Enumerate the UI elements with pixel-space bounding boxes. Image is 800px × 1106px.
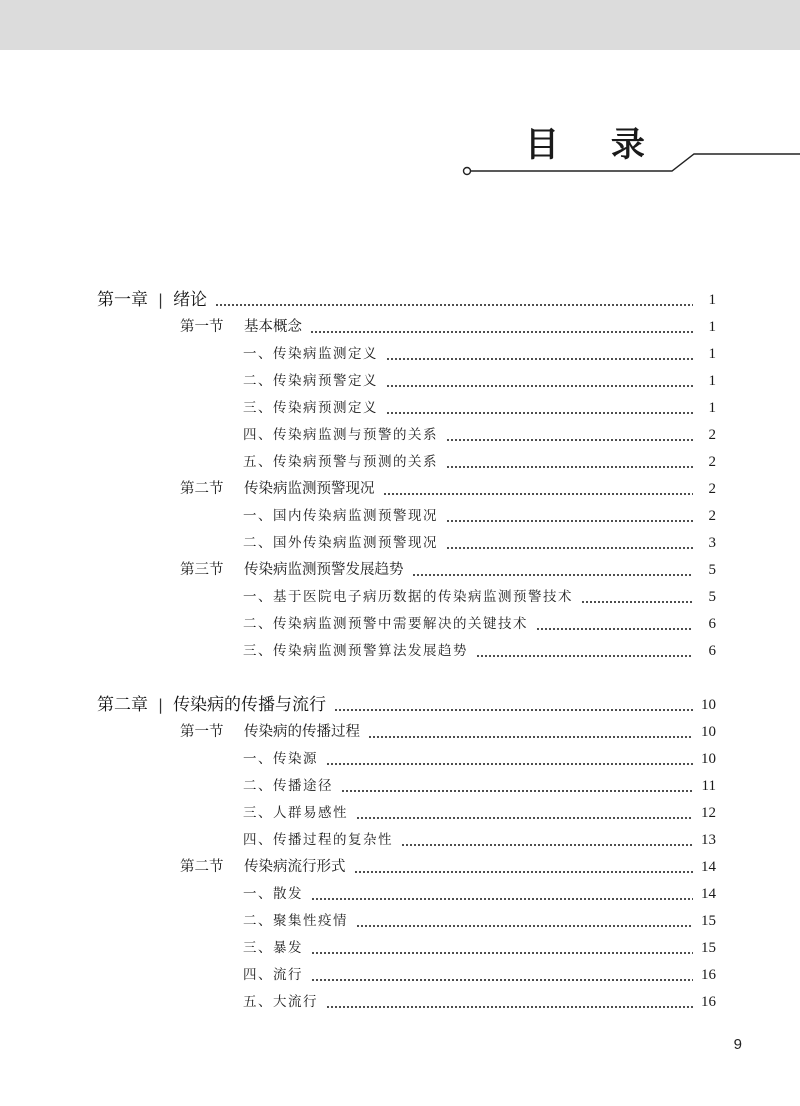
toc-item-label: 一、国内传染病监测预警现况 bbox=[243, 508, 438, 524]
toc-item bbox=[243, 990, 716, 1014]
dot-leader bbox=[311, 963, 693, 987]
section-number: 第一节 bbox=[180, 724, 224, 740]
section-number: 第二节 bbox=[180, 859, 224, 875]
dot-leader bbox=[368, 720, 693, 744]
toc-item bbox=[243, 936, 716, 960]
chapter-title: 传染病的传播与流行 bbox=[173, 695, 327, 715]
toc-page-number: 14 bbox=[701, 859, 716, 875]
toc-chapter-label bbox=[97, 693, 326, 717]
toc-item-label: 四、传播过程的复杂性 bbox=[243, 832, 393, 848]
section-title: 传染病的传播过程 bbox=[244, 724, 360, 740]
section-title: 传染病监测预警现况 bbox=[244, 481, 375, 497]
toc-page-number: 1 bbox=[708, 319, 716, 335]
toc-item-label: 五、大流行 bbox=[243, 994, 318, 1010]
page-number: 9 bbox=[733, 1036, 742, 1053]
section-title: 基本概念 bbox=[244, 319, 302, 335]
dot-leader bbox=[401, 828, 693, 852]
toc-page-number: 1 bbox=[708, 292, 716, 308]
toc-page-number: 15 bbox=[701, 940, 716, 956]
section-title: 传染病流行形式 bbox=[244, 859, 346, 875]
toc-item bbox=[243, 369, 716, 393]
toc-page-number: 13 bbox=[701, 832, 716, 848]
toc-item-label: 一、散发 bbox=[243, 886, 303, 902]
toc-item bbox=[243, 909, 716, 933]
toc-chapter bbox=[97, 288, 716, 312]
toc-page-number: 10 bbox=[701, 724, 716, 740]
toc-item bbox=[243, 342, 716, 366]
toc-page-number: 11 bbox=[701, 778, 716, 794]
toc-page-number: 6 bbox=[708, 643, 716, 659]
toc-item-label: 二、传播途径 bbox=[243, 778, 333, 794]
toc-item bbox=[243, 963, 716, 987]
toc-item-label: 四、流行 bbox=[243, 967, 303, 983]
toc-page-number: 14 bbox=[701, 886, 716, 902]
toc-item-label: 三、传染病预测定义 bbox=[243, 400, 378, 416]
toc-page-number: 1 bbox=[708, 373, 716, 389]
dot-leader bbox=[334, 693, 693, 717]
toc-item-label: 二、聚集性疫情 bbox=[243, 913, 348, 929]
dot-leader bbox=[386, 342, 693, 366]
toc-page-number: 5 bbox=[708, 589, 716, 605]
dot-leader bbox=[354, 855, 694, 879]
toc-page-number: 2 bbox=[708, 454, 716, 470]
dot-leader bbox=[581, 585, 693, 609]
toc-item bbox=[243, 639, 716, 663]
toc-section-label bbox=[180, 558, 404, 582]
toc-item bbox=[243, 423, 716, 447]
toc-item bbox=[243, 450, 716, 474]
dot-leader bbox=[215, 288, 693, 312]
chapter-separator: | bbox=[158, 291, 164, 309]
toc-page-number: 2 bbox=[708, 481, 716, 497]
toc-item-label: 三、传染病监测预警算法发展趋势 bbox=[243, 643, 468, 659]
dot-leader bbox=[446, 504, 693, 528]
chapter-number: 第一章 bbox=[97, 290, 148, 310]
toc-item bbox=[243, 828, 716, 852]
dot-leader bbox=[311, 882, 693, 906]
dot-leader bbox=[446, 423, 693, 447]
toc-item-label: 二、传染病预警定义 bbox=[243, 373, 378, 389]
chapter-title: 绪论 bbox=[173, 290, 208, 310]
toc-item bbox=[243, 585, 716, 609]
toc-page-number: 10 bbox=[701, 751, 716, 767]
toc-section bbox=[180, 558, 716, 582]
toc-page-number: 3 bbox=[708, 535, 716, 551]
toc-page-number: 5 bbox=[708, 562, 716, 578]
dot-leader bbox=[326, 990, 693, 1014]
toc-page-number: 16 bbox=[701, 994, 716, 1010]
toc-item bbox=[243, 612, 716, 636]
toc-item-label: 二、传染病监测预警中需要解决的关键技术 bbox=[243, 616, 528, 632]
dot-leader bbox=[446, 450, 693, 474]
toc-page-number: 2 bbox=[708, 427, 716, 443]
toc-page-number: 6 bbox=[708, 616, 716, 632]
section-number: 第三节 bbox=[180, 562, 224, 578]
toc-page-number: 15 bbox=[701, 913, 716, 929]
title-decoration-line bbox=[0, 0, 800, 200]
toc-page-number: 1 bbox=[708, 400, 716, 416]
toc-section-label bbox=[180, 315, 302, 339]
toc-item bbox=[243, 882, 716, 906]
toc-page-number: 16 bbox=[701, 967, 716, 983]
dot-leader bbox=[536, 612, 693, 636]
toc-page-number: 2 bbox=[708, 508, 716, 524]
toc-item-label: 一、传染病监测定义 bbox=[243, 346, 378, 362]
dot-leader bbox=[386, 369, 693, 393]
chapter-number: 第二章 bbox=[97, 695, 148, 715]
toc-item-label: 三、人群易感性 bbox=[243, 805, 348, 821]
section-title: 传染病监测预警发展趋势 bbox=[244, 562, 404, 578]
dot-leader bbox=[341, 774, 693, 798]
toc-section bbox=[180, 477, 716, 501]
toc-item bbox=[243, 396, 716, 420]
toc-page-number: 12 bbox=[701, 805, 716, 821]
toc-item-label: 三、暴发 bbox=[243, 940, 303, 956]
toc-chapter bbox=[97, 693, 716, 717]
section-number: 第二节 bbox=[180, 481, 224, 497]
toc-section bbox=[180, 855, 716, 879]
toc-item-label: 二、国外传染病监测预警现况 bbox=[243, 535, 438, 551]
toc-item-label: 五、传染病预警与预测的关系 bbox=[243, 454, 438, 470]
toc-chapter-label bbox=[97, 288, 207, 312]
toc-page-number: 10 bbox=[701, 697, 716, 713]
toc-item bbox=[243, 774, 716, 798]
dot-leader bbox=[383, 477, 694, 501]
toc-item bbox=[243, 747, 716, 771]
dot-leader bbox=[310, 315, 693, 339]
toc-section-label bbox=[180, 477, 375, 501]
page-title: 目 录 bbox=[525, 125, 665, 165]
dot-leader bbox=[356, 909, 693, 933]
toc-item bbox=[243, 801, 716, 825]
dot-leader bbox=[356, 801, 693, 825]
dot-leader bbox=[446, 531, 693, 555]
dot-leader bbox=[412, 558, 694, 582]
toc-item bbox=[243, 504, 716, 528]
section-number: 第一节 bbox=[180, 319, 224, 335]
toc-section bbox=[180, 720, 716, 744]
toc-section-label bbox=[180, 720, 360, 744]
toc-item-label: 一、传染源 bbox=[243, 751, 318, 767]
toc-item-label: 一、基于医院电子病历数据的传染病监测预警技术 bbox=[243, 589, 573, 605]
toc-section-label bbox=[180, 855, 346, 879]
dot-leader bbox=[476, 639, 693, 663]
toc-section bbox=[180, 315, 716, 339]
dot-leader bbox=[311, 936, 693, 960]
dot-leader bbox=[326, 747, 693, 771]
dot-leader bbox=[386, 396, 693, 420]
toc-page-number: 1 bbox=[708, 346, 716, 362]
chapter-separator: | bbox=[158, 696, 164, 714]
toc-item-label: 四、传染病监测与预警的关系 bbox=[243, 427, 438, 443]
toc-item bbox=[243, 531, 716, 555]
